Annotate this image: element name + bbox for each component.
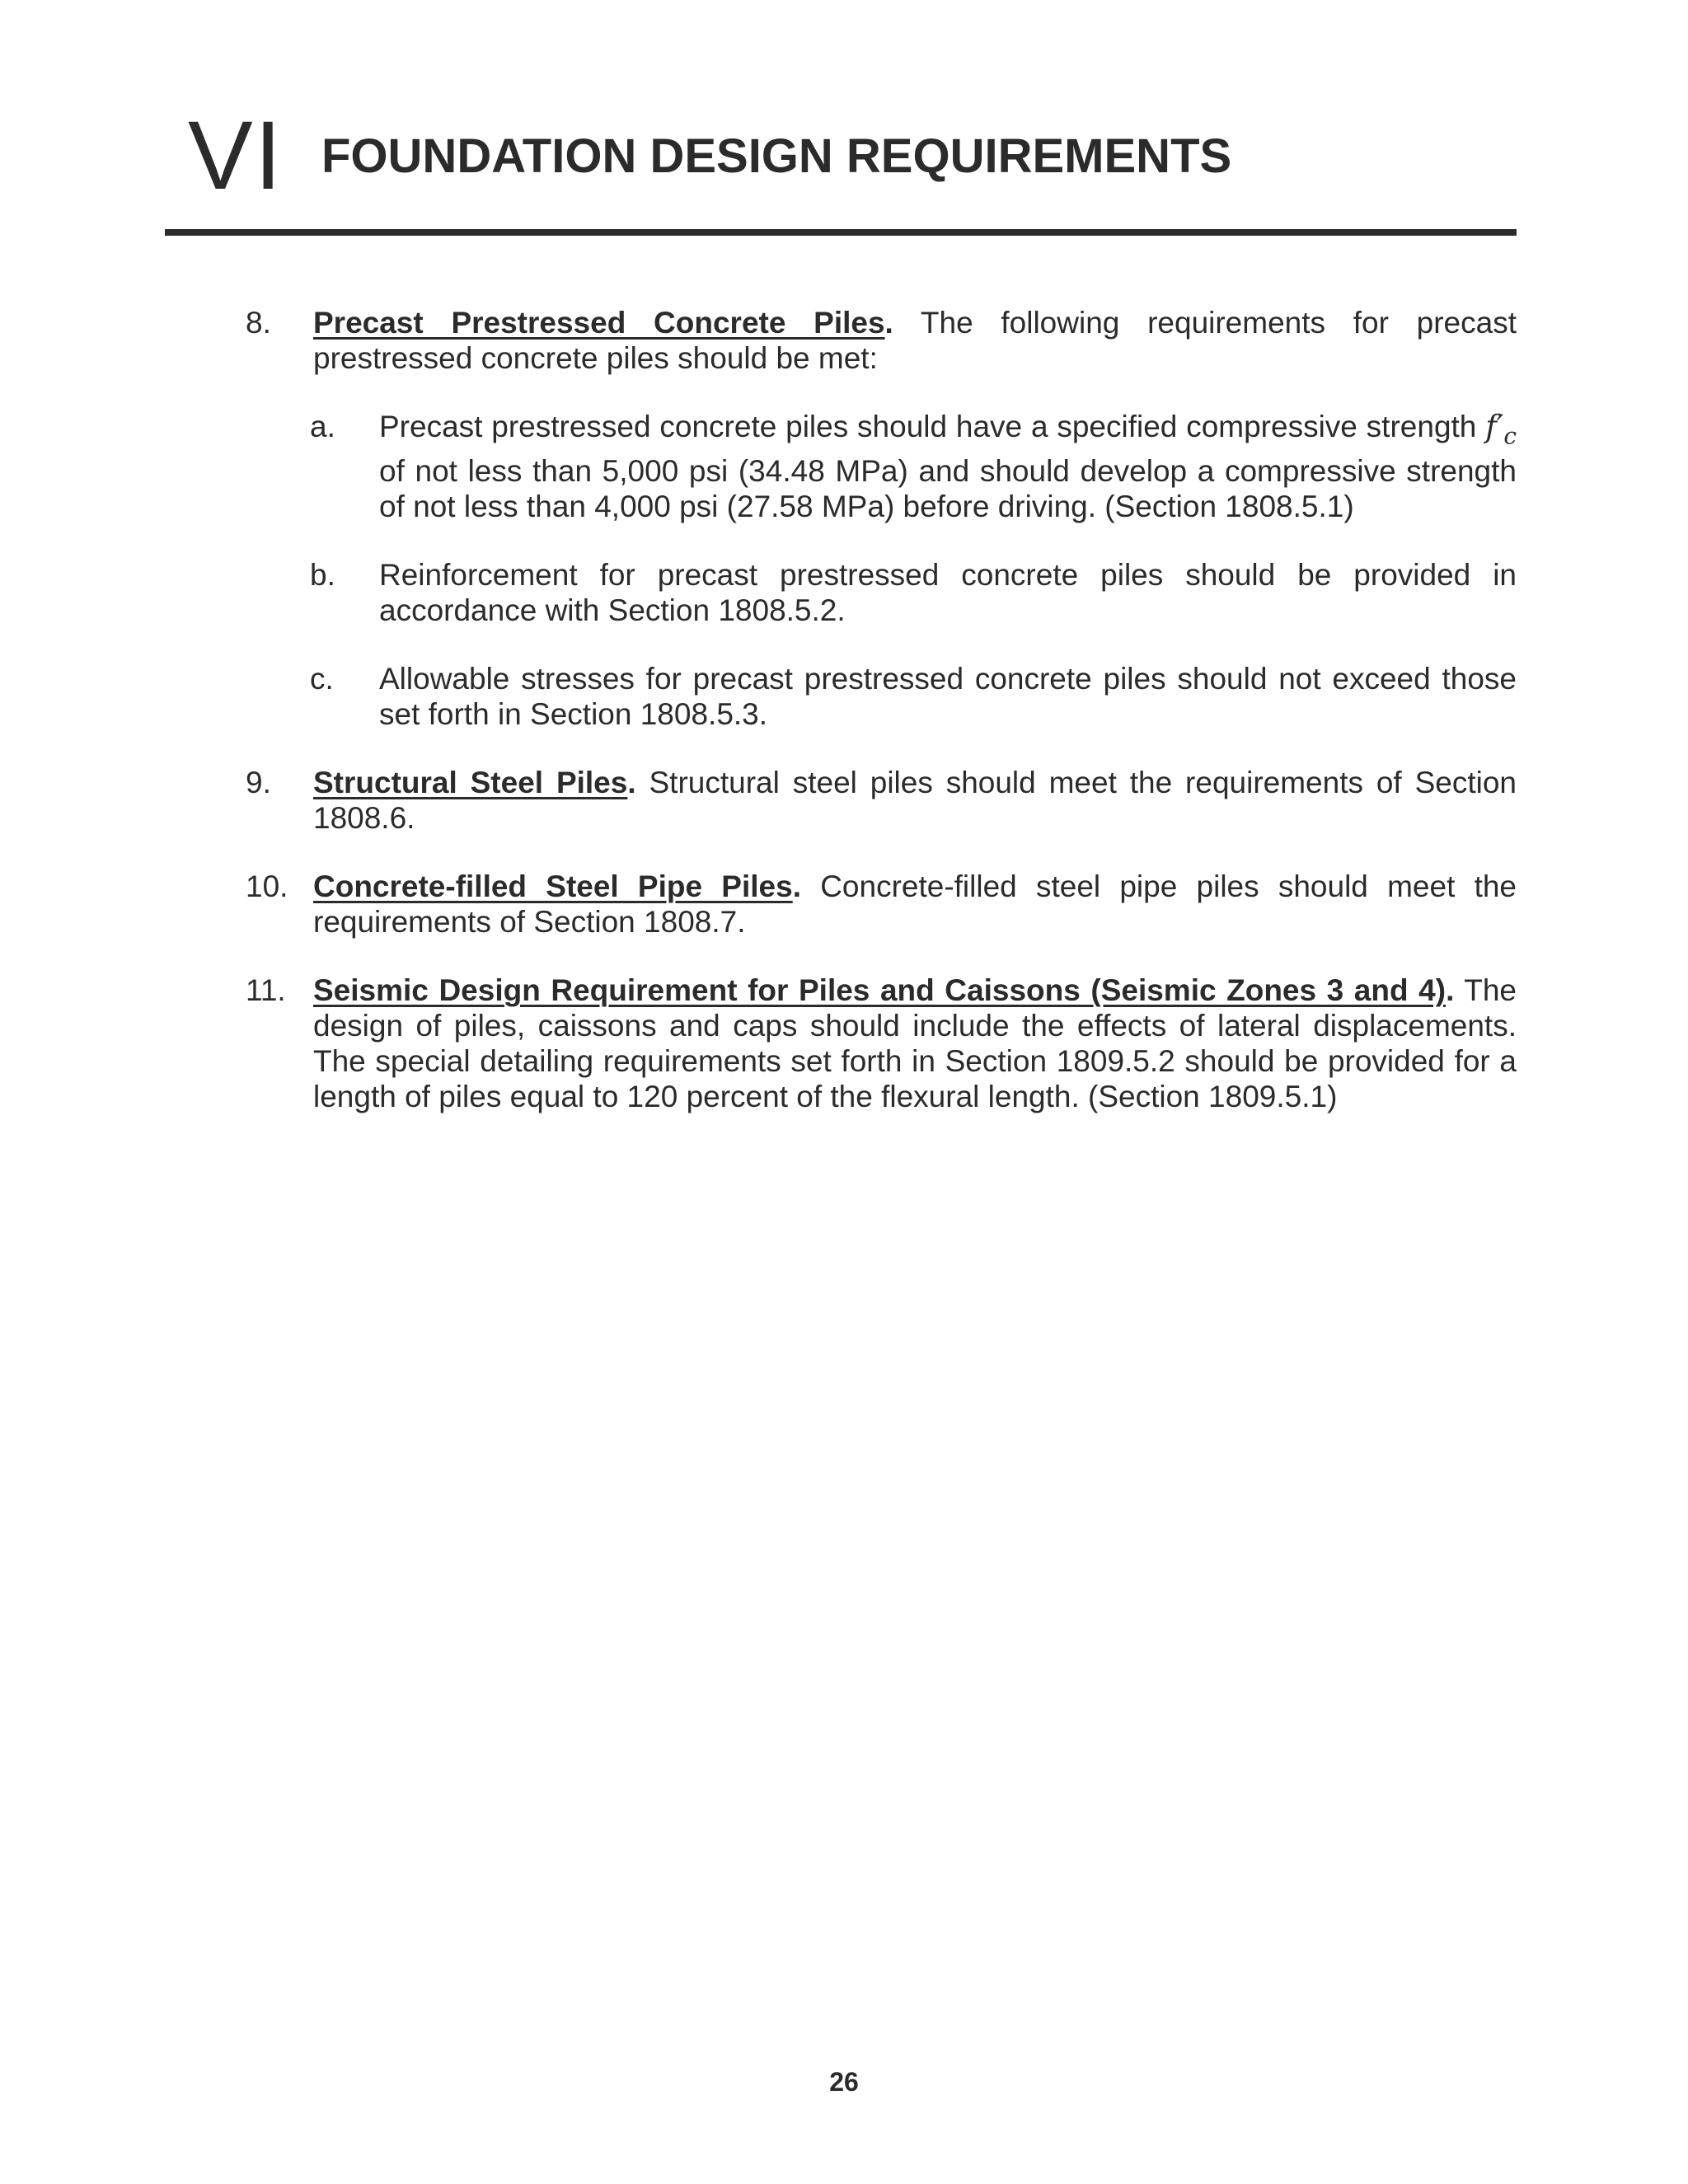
sub-text-before: Precast prestressed concrete piles should have a specified compressive strength [379, 410, 1486, 443]
compressive-strength-symbol: $f'_c$ [1485, 409, 1517, 450]
list-item-10 [246, 869, 1517, 940]
heading-period: . [627, 766, 636, 800]
item-heading: Seismic Design Requirement for Piles and Caissons (Seismic Zones 3 and 4) [313, 973, 1447, 1008]
sub-list [310, 409, 1517, 732]
item-number: 9. [246, 766, 271, 800]
list-item-9 [246, 765, 1517, 836]
heading-period: . [792, 869, 801, 904]
page-header [165, 101, 1517, 231]
page-number: 26 [829, 2067, 859, 2097]
chapter-number: VI [188, 101, 284, 210]
item-text: Structural steel piles should meet the requirements of Section 1808.6. [313, 766, 1517, 836]
item-body [310, 305, 1517, 732]
header-rule [165, 229, 1517, 236]
heading-period: . [884, 306, 893, 340]
sub-item-text [379, 409, 1517, 524]
sub-item-text: Allowable stresses for precast prestressed concrete piles should not exceed those set forth in Section 1808.5.3. [379, 662, 1517, 732]
sub-item-letter: b. [310, 558, 335, 593]
item-body [313, 972, 1517, 1114]
item-number: 11. [246, 973, 286, 1008]
item-number: 10. [246, 869, 288, 904]
item-text: Concrete-filled steel pipe piles should meet the requirements of Section 1808.7. [313, 869, 1517, 940]
heading-period: . [1446, 973, 1455, 1008]
item-number: 8. [246, 306, 271, 340]
main-content [246, 305, 1517, 1147]
item-heading: Concrete-filled Steel Pipe Piles [313, 869, 793, 904]
item-heading: Structural Steel Piles [313, 766, 628, 800]
item-text: The following requirements for precast prestressed concrete piles should be met: [313, 306, 1517, 375]
sub-item-text: Reinforcement for precast prestressed concrete piles should be provided in accordance with Section 1808.5.2. [379, 558, 1517, 628]
list-item-8 [246, 305, 1517, 732]
item-body [313, 869, 1517, 940]
list-item-11 [246, 972, 1517, 1114]
sub-item-letter: a. [310, 410, 335, 443]
item-heading: Precast Prestressed Concrete Piles [313, 306, 885, 340]
chapter-title: FOUNDATION DESIGN REQUIREMENTS [321, 129, 1232, 183]
item-text: The design of piles, caissons and caps should include the effects of lateral displacements. The special detailing requirements set forth in Section 1809.5.2 should be provided for a length of piles equal to 120 percent of the flexural length. (Section 1809.5.1) [313, 973, 1517, 1114]
sub-text-after: of not less than 5,000 psi (34.48 MPa) and should develop a compressive strength of not less than 4,000 psi (27.58 MPa) before driving. (Section 1808.5.1) [379, 454, 1517, 524]
sub-item-c [310, 661, 1517, 732]
sub-item-letter: c. [310, 662, 334, 696]
sub-item-a [310, 409, 1517, 524]
sub-item-b [310, 557, 1517, 628]
item-body [313, 765, 1517, 836]
